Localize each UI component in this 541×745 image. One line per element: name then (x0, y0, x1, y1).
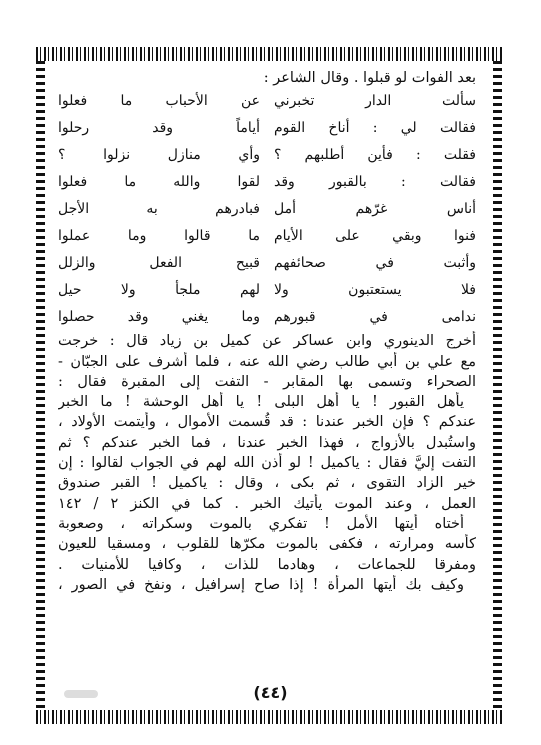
prose-line: واستُبدل بالأزواج ، فهذا الخبر عندنا ، فما الخبر عندكم ؟ ثم (58, 434, 476, 451)
prose-line: أخرج الدينوري وابن عساكر عن كميل بن زياد قال : خرجت (58, 333, 476, 350)
verse-second-hemistich: قبيح الفعل والزلل (58, 255, 260, 272)
verse-line (58, 196, 476, 223)
verse-first-hemistich: فقالت لي : أناخ القوم (274, 120, 476, 137)
prose-line: مع علي بن أبي طالب رضي الله عنه ، فلما أشرف على الجبّان - (58, 353, 476, 370)
prose-line: التفت إليَّ فقال : ياكميل ! لو أذن الله لهم في الجواب لقالوا : إن (58, 455, 476, 472)
verse-second-hemistich: أياماً وقد رحلوا (58, 120, 260, 137)
prose-line: أختاه أيتها الأمل ! تفكري بالموت وسكراته ، وصعوبة (58, 515, 464, 532)
prose-line: خير الزاد التقوى ، ثم بكى ، وقال : ياكميل ! القبر صندوق (58, 475, 476, 492)
verse-second-hemistich: وما يغني وقد حصلوا (58, 309, 260, 326)
page-number: (٤٤) (253, 683, 288, 702)
verse-first-hemistich: فلا يستعتبون ولا (274, 282, 476, 299)
verse-first-hemistich: وأثبت في صحائفهم (274, 255, 476, 272)
verse-first-hemistich: فقلت : فأين أطلبهم ؟ (274, 147, 476, 164)
verse-line (58, 304, 476, 331)
verse-second-hemistich: فبادرهم به الأجل (58, 201, 260, 218)
prose-line: ومفرقا للجماعات ، وهادما للذات ، وكافيا للأمنيات . (58, 556, 476, 573)
prose-line: كأسه ومرارته ، فكفى بالموت مكرّها للقلوب ، ومسقيا للعيون (58, 536, 476, 553)
prose-line: عندكم ؟ فإن الخبر عندنا : قد قُسمت الأموال ، وأيتمت الأولاد ، (58, 414, 476, 431)
verse-second-hemistich: وأي منازل نزلوا ؟ (58, 147, 260, 164)
intro-line: بعد الفوات لو قبلوا . وقال الشاعر : (263, 70, 476, 86)
decorative-border-top (36, 47, 502, 61)
verse-line (58, 142, 476, 169)
verse-second-hemistich: عن الأحباب ما فعلوا (58, 93, 260, 110)
verse-first-hemistich: سألت الدار تخبرني (274, 93, 476, 110)
verse-second-hemistich: لهم ملجأ ولا حيل (58, 282, 260, 299)
verse-second-hemistich: لقوا والله ما فعلوا (58, 174, 260, 191)
verse-line (58, 223, 476, 250)
verse-first-hemistich: ندامى في قبورهم (274, 309, 476, 326)
verse-line (58, 115, 476, 142)
verse-line (58, 277, 476, 304)
verse-first-hemistich: فقالت : بالقبور وقد (274, 174, 476, 191)
decorative-border-left (36, 61, 45, 710)
poem (58, 88, 476, 331)
verse-second-hemistich: ما قالوا وما عملوا (58, 228, 260, 245)
verse-line (58, 169, 476, 196)
prose-line: الصحراء وتسمى بها المقابر - التفت إلى المقبرة فقال : (58, 373, 476, 390)
page-text (58, 68, 476, 680)
verse-line (58, 250, 476, 277)
prose-line: العمل ، وعند الموت يأتيك الخبر . كما في الكنز ٢ / ١٤٢ (58, 495, 476, 512)
verse-first-hemistich: فنوا وبقي على الأيام (274, 228, 476, 245)
decorative-border-right (493, 61, 502, 710)
verse-line (58, 88, 476, 115)
prose-body (58, 331, 476, 595)
prose-line: وكيف بك أيتها المرأة ! إذا صاح إسرافيل ، ونفخ في الصور ، (58, 576, 464, 593)
decorative-border-bottom (36, 710, 502, 724)
verse-first-hemistich: أناس غرّهم أمل (274, 201, 476, 218)
prose-line: يأهل القبور ! يا أهل البلى ! يا أهل الوحشة ! ما الخبر (58, 394, 464, 411)
